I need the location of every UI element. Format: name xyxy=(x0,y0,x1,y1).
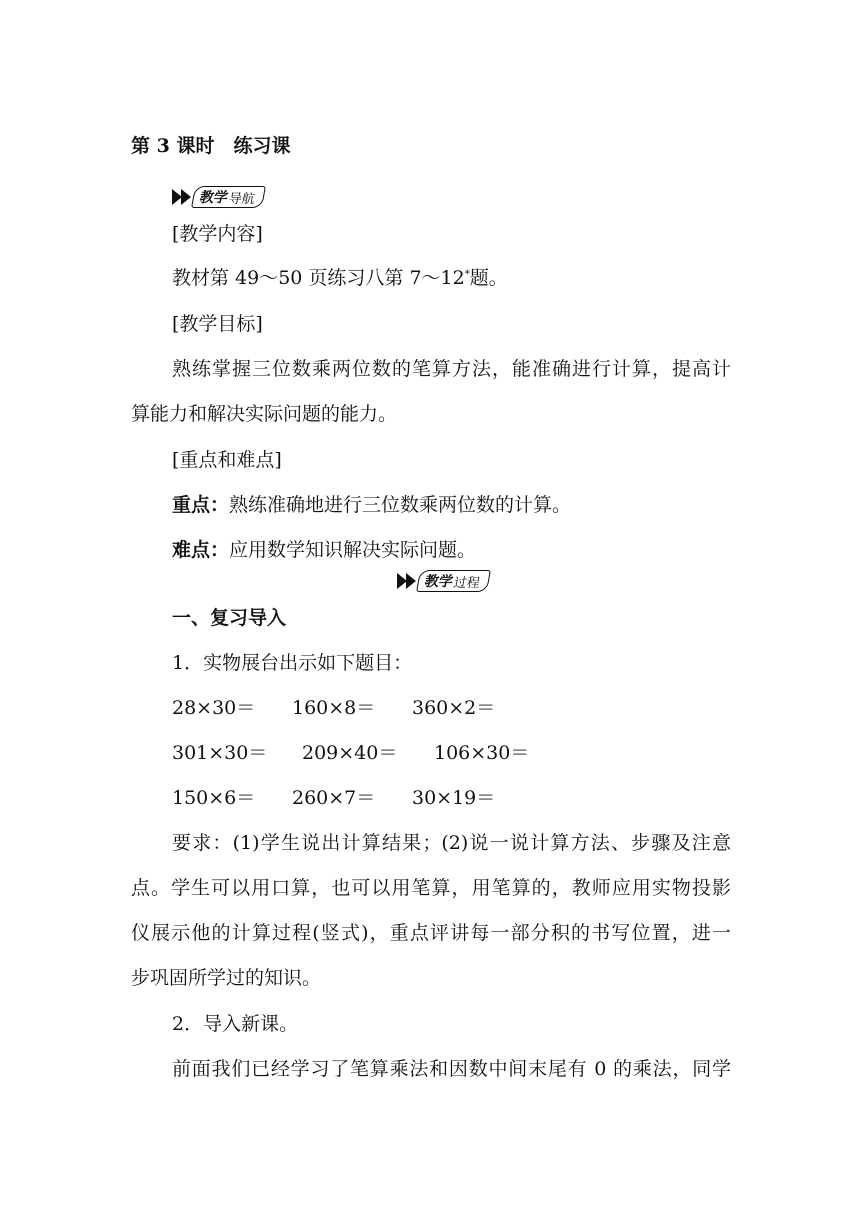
review-heading: 一、复习导入 xyxy=(172,607,287,629)
review-item-1: 1．实物展台出示如下题目： xyxy=(172,652,413,674)
difficulty-point: 难点：应用数学知识解决实际问题。 xyxy=(172,539,477,561)
page-title: 第 3 课时 练习课 xyxy=(131,135,291,157)
requirement-line3: 仪展示他的计算过程(竖式)，重点评讲每一部分积的书写位置，进一 xyxy=(131,922,731,944)
exercise-item: 160×8＝ xyxy=(292,697,376,719)
requirement-line2: 点。学生可以用口算，也可以用笔算，用笔算的，教师应用实物投影 xyxy=(131,877,731,899)
goal-text-line1: 熟练掌握三位数乘两位数的笔算方法，能准确进行计算，提高计 xyxy=(172,358,731,380)
badge-label: 教学 导航 xyxy=(191,186,266,208)
exercise-item: 106×30＝ xyxy=(434,742,530,764)
key-point: 重点：熟练准确地进行三位数乘两位数的计算。 xyxy=(172,494,572,516)
content-text: 教材第 49～50 页练习八第 7～12*题。 xyxy=(172,267,508,289)
exercise-item: 30×19＝ xyxy=(412,787,496,809)
exercise-item: 209×40＝ xyxy=(302,742,398,764)
exercise-item: 260×7＝ xyxy=(292,787,376,809)
badge-label: 教学 过程 xyxy=(416,570,491,592)
exercise-item: 28×30＝ xyxy=(172,697,256,719)
review-item-2: 2．导入新课。 xyxy=(172,1013,299,1035)
key-heading: [重点和难点] xyxy=(172,449,282,471)
content-heading: [教学内容] xyxy=(172,223,263,245)
teaching-guide-badge xyxy=(172,186,264,208)
requirement-line4: 步巩固所学过的知识。 xyxy=(131,967,322,989)
double-arrow-icon xyxy=(397,573,415,589)
goal-heading: [教学目标] xyxy=(172,313,263,335)
exercise-item: 150×6＝ xyxy=(172,787,256,809)
exercise-item: 301×30＝ xyxy=(172,742,268,764)
double-arrow-icon xyxy=(172,189,190,205)
requirement-line1: 要求：(1)学生说出计算结果；(2)说一说计算方法、步骤及注意 xyxy=(172,832,731,854)
teaching-process-badge xyxy=(397,570,489,592)
goal-text-line2: 算能力和解决实际问题的能力。 xyxy=(131,403,398,425)
intro-text-line: 前面我们已经学习了笔算乘法和因数中间末尾有 0 的乘法，同学 xyxy=(172,1058,731,1080)
exercise-item: 360×2＝ xyxy=(412,697,496,719)
